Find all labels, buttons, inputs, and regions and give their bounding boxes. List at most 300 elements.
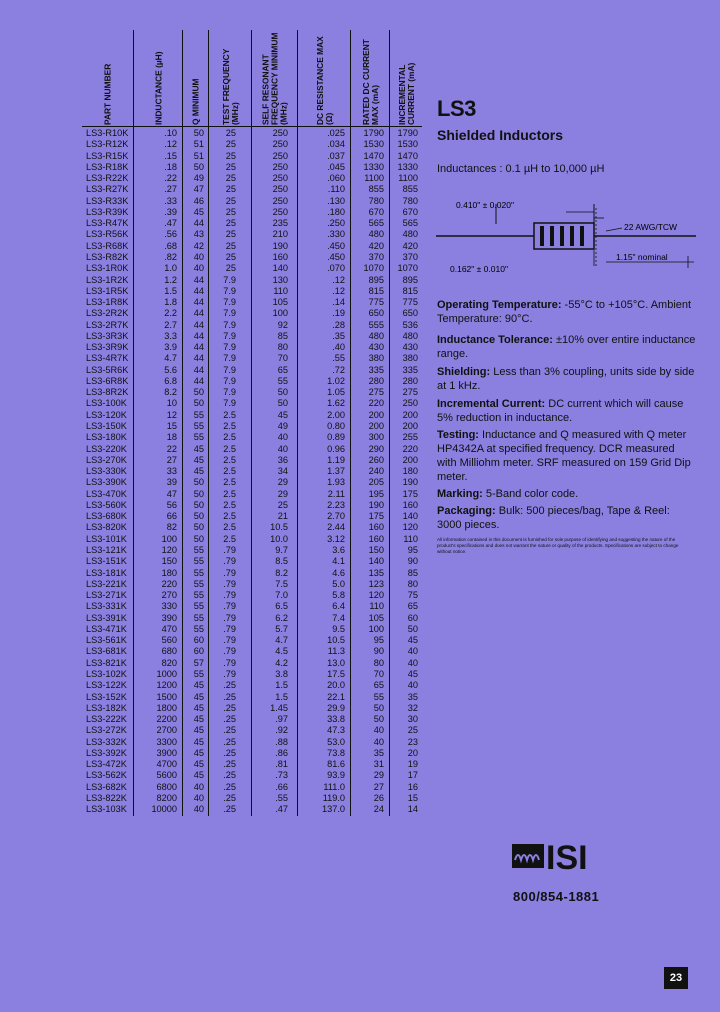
table-cell: .79 [223,567,236,578]
table-cell: 43 [193,229,204,240]
part-number-cell: LS3-182K [86,702,127,713]
table-cell: .35 [332,330,345,341]
table-cell: 1.37 [327,466,345,477]
table-cell: .12 [332,274,345,285]
disclaimer: All information contained in this document is furnished for sole purpose of identifying and suggesting the nature of the product's specifications and does not warrant the nature or quality of the products. Specifications are subject to change without notice. [437,537,679,554]
table-cell: 6800 [156,781,177,792]
table-cell: 44 [193,364,204,375]
spec-note [437,298,697,326]
table-cell: 50 [373,714,384,725]
table-cell: 390 [161,612,177,623]
table-cell: 7.9 [223,308,236,319]
table-cell: 7.9 [223,319,236,330]
table-cell: .180 [327,206,345,217]
part-number-cell: LS3-102K [86,668,127,679]
table-cell: 93.9 [327,770,345,781]
part-number-cell: LS3-1R0K [86,263,129,274]
table-cell: .79 [223,601,236,612]
table-cell: 140 [272,263,288,274]
part-number-cell: LS3-680K [86,511,127,522]
table-cell: .22 [164,173,177,184]
table-cell: 480 [368,229,384,240]
table-cell: .39 [164,206,177,217]
table-cell: 44 [193,353,204,364]
table-cell: 250 [272,173,288,184]
table-cell: 15 [407,792,418,803]
table-cell: 65 [373,680,384,691]
table-cell: 200 [402,421,418,432]
part-number-cell: LS3-220K [86,443,127,454]
part-number-cell: LS3-101K [86,533,127,544]
table-cell: 50 [407,623,418,634]
diameter-dimension: 0.162" ± 0.010" [450,264,508,274]
table-cell: 60 [407,612,418,623]
table-cell: .25 [223,736,236,747]
part-number-cell: LS3-R15K [86,150,129,161]
table-cell: 15 [166,421,177,432]
table-cell: .250 [327,218,345,229]
table-cell: 70 [373,668,384,679]
table-cell: .28 [332,319,345,330]
table-cell: 40 [407,657,418,668]
table-cell: 7.9 [223,375,236,386]
table-cell: 40 [407,680,418,691]
table-cell: 3.9 [164,342,177,353]
table-cell: 1.45 [270,702,288,713]
table-cell: 65 [277,364,288,375]
table-cell: .79 [223,657,236,668]
table-cell: 50 [373,702,384,713]
table-cell: 2.5 [223,477,236,488]
table-cell: 7.9 [223,297,236,308]
part-number-cell: LS3-561K [86,635,127,646]
table-cell: 5.0 [332,578,345,589]
table-cell: 40 [277,432,288,443]
spec-label: Testing: [437,429,479,441]
table-cell: 0.89 [327,432,345,443]
table-cell: 150 [368,544,384,555]
table-cell: .55 [275,792,288,803]
table-cell: .070 [327,263,345,274]
table-cell: 44 [193,319,204,330]
table-cell: 40 [373,736,384,747]
table-cell: .82 [164,251,177,262]
table-cell: 565 [368,218,384,229]
table-cell: 34 [277,466,288,477]
table-cell: 119.0 [322,792,345,803]
table-cell: 40 [277,443,288,454]
table-cell: 7.9 [223,274,236,285]
part-number-cell: LS3-222K [86,714,127,725]
spec-text: Bulk: 500 pieces/bag, Tape & Reel: 3000 pieces. [437,505,670,531]
table-cell: 780 [368,195,384,206]
part-number-cell: LS3-181K [86,567,127,578]
table-cell: 670 [368,206,384,217]
table-cell: 250 [272,206,288,217]
table-cell: 50 [277,398,288,409]
table-cell: 7.4 [332,612,345,623]
table-cell: 2.5 [223,466,236,477]
table-cell: .110 [327,184,345,195]
table-cell: 1.0 [164,263,177,274]
table-cell: 140 [368,556,384,567]
table-cell: 250 [402,398,418,409]
table-cell: 110 [369,601,384,612]
table-cell: 175 [368,511,384,522]
table-cell: 150 [161,556,177,567]
table-cell: 1070 [397,263,418,274]
part-number-cell: LS3-3R9K [86,342,129,353]
table-cell: 2.5 [223,443,236,454]
spec-note [437,333,697,361]
part-number-cell: LS3-330K [86,466,127,477]
table-cell: .33 [164,195,177,206]
table-cell: 0.80 [327,421,345,432]
table-cell: 2.23 [327,499,345,510]
table-cell: 120 [368,590,384,601]
table-cell: 39 [166,477,177,488]
table-cell: 1470 [363,150,384,161]
table-cell: 45 [193,736,204,747]
table-cell: 50 [193,499,204,510]
spec-note [437,397,697,425]
part-number-cell: LS3-560K [86,499,127,510]
table-cell: 90 [407,556,418,567]
spec-label: Operating Temperature: [437,299,562,311]
table-cell: .40 [332,342,345,353]
table-cell: 70 [277,353,288,364]
table-cell: 895 [402,274,418,285]
table-cell: 12 [166,409,177,420]
part-number-cell: LS3-R18K [86,161,129,172]
spec-note [437,487,697,501]
table-cell: 6.5 [275,601,288,612]
table-cell: 250 [272,184,288,195]
table-cell: 3.12 [327,533,345,544]
column-header-label: SELF RESONANT FREQUENCY MINIMUM (MHz) [260,32,289,125]
part-number-cell: LS3-391K [86,612,127,623]
table-cell: .450 [327,251,345,262]
part-number-cell: LS3-271K [86,590,127,601]
table-cell: 7.9 [223,330,236,341]
spec-label: Marking: [437,488,483,500]
table-cell: 1790 [363,128,384,138]
table-cell: 26 [373,792,384,803]
table-cell: .25 [223,680,236,691]
table-cell: .25 [223,714,236,725]
table-cell: 4.7 [164,353,177,364]
table-cell: 275 [402,387,418,398]
table-cell: 4.1 [332,556,345,567]
table-cell: 130 [272,274,288,285]
table-cell: 335 [402,364,418,375]
table-cell: 73.8 [327,747,345,758]
part-number-cell: LS3-1R5K [86,285,129,296]
table-cell: .450 [327,240,345,251]
table-cell: 815 [368,285,384,296]
table-cell: 2.5 [223,511,236,522]
table-cell: 1530 [397,139,418,150]
table-cell: 160 [368,522,384,533]
table-cell: 190 [272,240,288,251]
table-cell: 2.2 [164,308,177,319]
table-cell: 50 [193,488,204,499]
table-cell: 29 [277,477,288,488]
table-cell: 380 [368,353,384,364]
table-cell: 82 [166,522,177,533]
part-number-cell: LS3-151K [86,556,127,567]
part-number-cell: LS3-3R3K [86,330,129,341]
table-cell: 45 [193,466,204,477]
table-cell: 1.62 [327,398,345,409]
table-cell: 1500 [156,691,177,702]
table-cell: .97 [275,714,288,725]
table-cell: .92 [275,725,288,736]
table-cell: 815 [402,285,418,296]
column-divider [133,126,134,816]
table-cell: 44 [193,297,204,308]
table-cell: 470 [161,623,177,634]
table-cell: 555 [368,319,384,330]
table-cell: 80 [373,657,384,668]
table-cell: 55 [193,409,204,420]
table-cell: 220 [402,443,418,454]
part-number-cell: LS3-472K [86,759,127,770]
table-cell: 2.5 [223,409,236,420]
column-header-label: INCREMENTAL CURRENT (mA) [396,62,416,125]
table-cell: .330 [327,229,345,240]
table-cell: .15 [164,150,177,161]
isi-logo [512,838,616,874]
table-cell: 50 [193,398,204,409]
table-cell: 370 [402,251,418,262]
column-divider [182,126,183,816]
table-cell: 1.02 [327,375,345,386]
table-cell: 40 [193,781,204,792]
table-cell: 40 [193,251,204,262]
table-cell: 29 [373,770,384,781]
table-cell: 5600 [156,770,177,781]
table-cell: 335 [368,364,384,375]
table-cell: .19 [332,308,345,319]
table-cell: 25 [225,195,236,206]
table-cell: 32 [407,702,418,713]
spec-label: Packaging: [437,505,496,517]
table-cell: .66 [275,781,288,792]
table-cell: .73 [275,770,288,781]
table-cell: 44 [193,218,204,229]
part-number-cell: LS3-221K [86,578,127,589]
part-number-cell: LS3-1R8K [86,297,129,308]
table-cell: 480 [368,330,384,341]
table-cell: 560 [161,635,177,646]
table-cell: 2.44 [327,522,345,533]
table-cell: 160 [402,499,418,510]
table-cell: 40 [407,646,418,657]
table-cell: 420 [402,240,418,251]
table-cell: 25 [225,150,236,161]
table-cell: 111.0 [323,781,345,792]
table-cell: 536 [402,319,418,330]
table-cell: 60 [193,646,204,657]
table-cell: 110 [273,285,288,296]
part-number-cell: LS3-R10K [86,128,129,138]
table-cell: 100 [161,533,177,544]
table-cell: 6.2 [275,612,288,623]
table-cell: 9.7 [275,544,288,555]
column-header [389,30,423,126]
table-cell: 1100 [364,173,384,184]
column-header [208,30,252,126]
table-cell: .47 [275,804,288,815]
table-cell: 85 [277,330,288,341]
table-cell: .79 [223,590,236,601]
table-cell: 44 [193,308,204,319]
table-cell: 22.1 [327,691,345,702]
table-cell: 2.00 [327,409,345,420]
table-cell: 55 [193,567,204,578]
part-number-cell: LS3-R56K [86,229,129,240]
part-number-cell: LS3-332K [86,736,127,747]
table-cell: 40 [193,804,204,815]
column-divider [208,126,209,816]
part-number-cell: LS3-272K [86,725,127,736]
table-cell: 1.19 [327,454,345,465]
table-cell: 50 [277,387,288,398]
table-cell: 1200 [156,680,177,691]
table-cell: 40 [193,792,204,803]
table-cell: .79 [223,635,236,646]
table-cell: 46 [193,195,204,206]
table-cell: .034 [327,139,345,150]
table-cell: 110 [403,533,418,544]
table-cell: 1070 [363,263,384,274]
table-cell: .130 [327,195,345,206]
part-number-cell: LS3-100K [86,398,127,409]
table-cell: 7.9 [223,398,236,409]
part-number-cell: LS3-R82K [86,251,129,262]
inductance-range: Inductances : 0.1 µH to 10,000 µH [437,163,605,175]
table-cell: .25 [223,702,236,713]
part-number-cell: LS3-6R8K [86,375,129,386]
lead-length-label: 1.15" nominal [616,252,668,262]
table-cell: 24 [373,804,384,815]
table-cell: 14 [407,804,418,815]
spec-label: Inductance Tolerance: [437,334,553,346]
spec-label: Shielding: [437,366,491,378]
table-cell: 17 [407,770,418,781]
table-cell: 420 [368,240,384,251]
table-cell: 200 [402,454,418,465]
table-cell: 4.7 [275,635,288,646]
table-cell: .25 [223,691,236,702]
table-cell: 255 [402,432,418,443]
product-subtitle: Shielded Inductors [437,127,564,143]
part-number-cell: LS3-270K [86,454,127,465]
table-cell: .79 [223,544,236,555]
table-cell: 36 [277,454,288,465]
table-cell: 2.5 [223,421,236,432]
table-cell: 2200 [156,714,177,725]
table-cell: .045 [327,161,345,172]
table-cell: 200 [368,409,384,420]
table-cell: 30 [407,714,418,725]
table-cell: 480 [402,330,418,341]
table-cell: 44 [193,330,204,341]
column-header-label: TEST FREQUENCY (MHz) [220,48,240,125]
table-cell: 2.5 [223,533,236,544]
table-cell: 47 [166,488,177,499]
table-cell: 44 [193,375,204,386]
table-cell: 195 [368,488,384,499]
table-cell: 40 [373,725,384,736]
table-cell: 1330 [363,161,384,172]
table-cell: 820 [161,657,177,668]
table-cell: 55 [193,612,204,623]
table-cell: 66 [166,511,177,522]
table-cell: .12 [332,285,345,296]
table-cell: 60 [193,635,204,646]
table-cell: 35 [407,691,418,702]
table-cell: 45 [193,443,204,454]
table-cell: 180 [161,567,177,578]
table-cell: 123 [368,578,384,589]
table-cell: 280 [368,375,384,386]
table-cell: 25 [225,161,236,172]
column-header-label: PART NUMBER [102,63,112,125]
table-cell: 20.0 [327,680,345,691]
table-cell: .25 [223,759,236,770]
table-cell: 95 [407,544,418,555]
table-cell: 55 [193,668,204,679]
table-cell: 35 [373,747,384,758]
table-cell: 2.70 [327,511,345,522]
column-divider [297,126,298,816]
table-cell: 45 [407,668,418,679]
table-cell: 55 [193,556,204,567]
table-cell: 51 [193,139,204,150]
table-cell: 55 [193,578,204,589]
table-cell: 25 [225,128,236,138]
table-cell: 105 [272,297,288,308]
part-number-cell: LS3-180K [86,432,127,443]
table-cell: 7.5 [275,578,288,589]
table-cell: 1.5 [275,691,288,702]
table-cell: 670 [402,206,418,217]
table-cell: 25 [225,251,236,262]
table-cell: 160 [272,251,288,262]
table-cell: 45 [193,759,204,770]
table-cell: 160 [368,533,384,544]
table-cell: 1800 [156,702,177,713]
table-cell: .72 [332,364,345,375]
table-cell: 50 [193,511,204,522]
column-header [182,30,209,126]
table-cell: 75 [407,590,418,601]
table-cell: 7.9 [223,342,236,353]
table-cell: 775 [368,297,384,308]
table-cell: 25 [225,218,236,229]
table-cell: 17.5 [327,668,345,679]
column-divider [350,126,351,816]
table-cell: 175 [402,488,418,499]
table-cell: 2.5 [223,488,236,499]
table-cell: 18 [166,432,177,443]
part-number-cell: LS3-150K [86,421,127,432]
product-title: LS3 [437,96,476,121]
table-cell: 45 [193,725,204,736]
table-cell: 45 [277,409,288,420]
